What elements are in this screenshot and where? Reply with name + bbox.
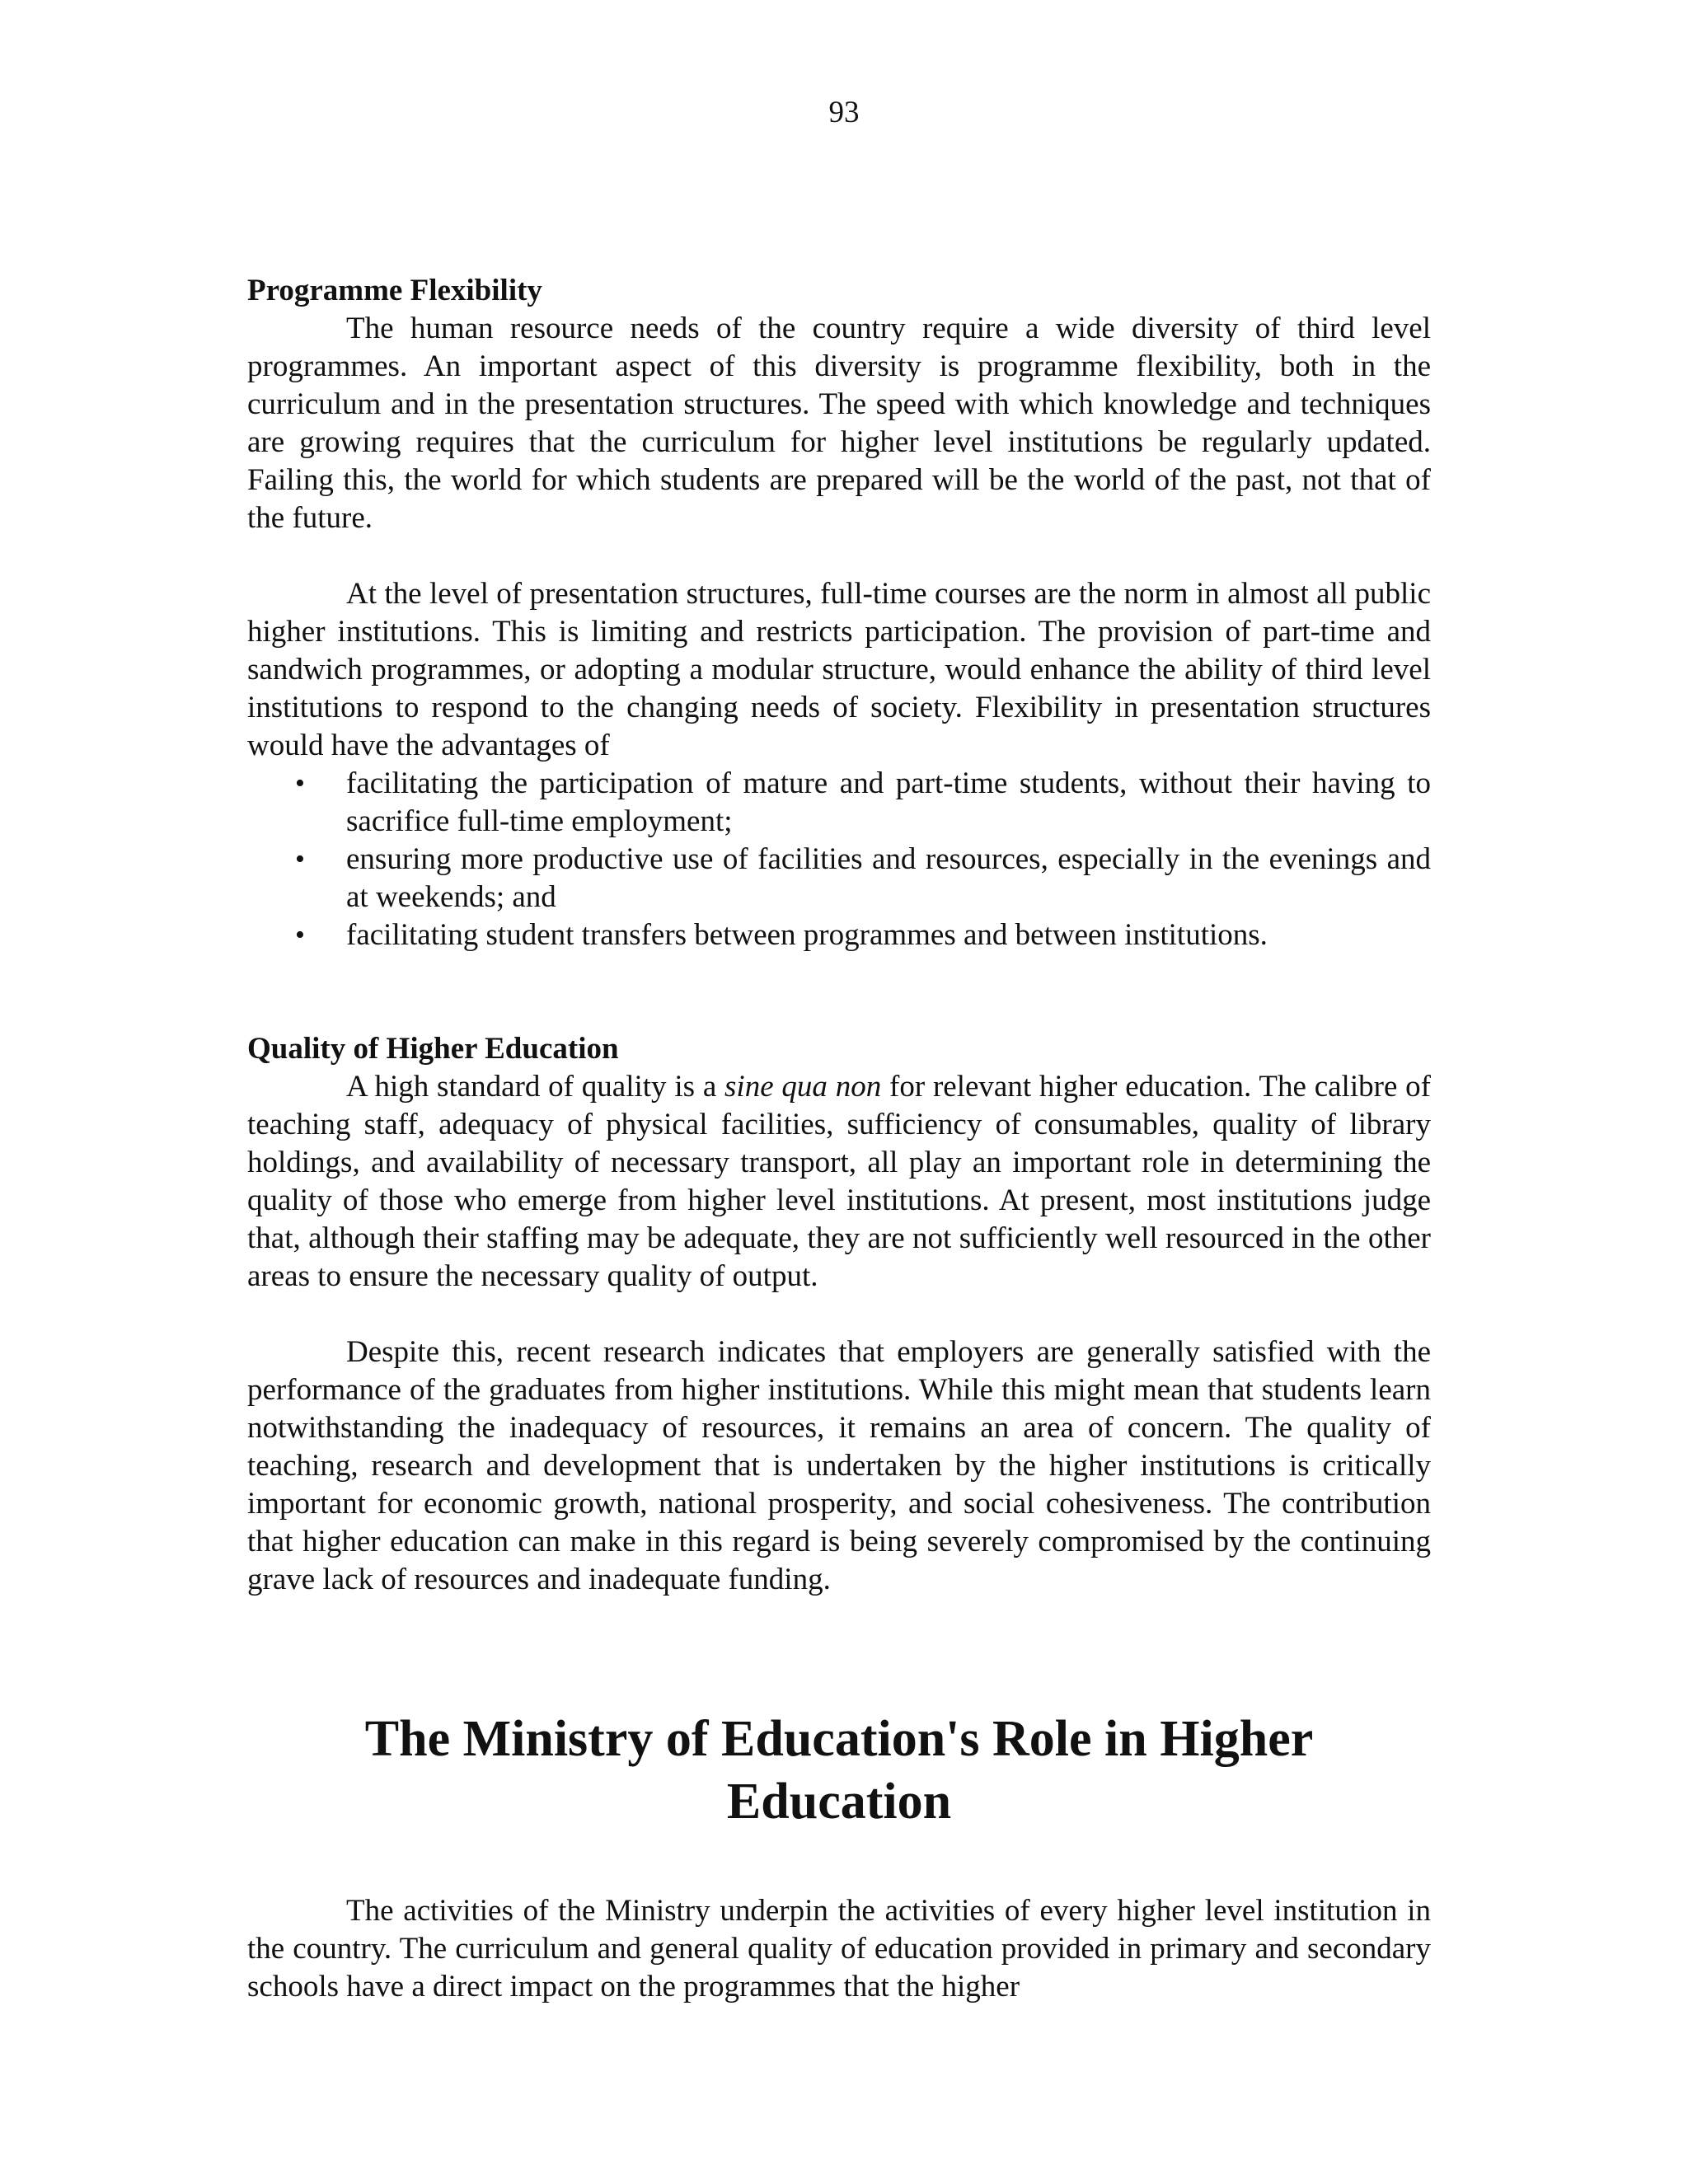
page-number: 93 — [828, 96, 860, 129]
list-item — [247, 916, 1431, 954]
italic-phrase: sine qua non — [724, 1070, 882, 1104]
section-ministry — [247, 1708, 1431, 2006]
bullet-icon: • — [295, 844, 305, 874]
paragraph-text: for relevant higher education. The calibre of teaching staff, adequacy of physical facilities, sufficiency of consumables, quality of library holdings, and availability of necessary transport, all play an important role in determining the quality of those who emerge from higher level institutions. At present, most institutions judge that, although their staffing may be adequate, they are not sufficiently well resourced in the other areas to ensure the necessary quality of output. — [247, 1070, 1431, 1293]
list-item-text: facilitating student transfers between programmes and between institutions. — [346, 918, 1268, 952]
section-quality — [247, 1030, 1431, 1599]
section-heading-quality: Quality of Higher Education — [247, 1032, 619, 1066]
list-item — [247, 765, 1431, 841]
bullet-icon: • — [295, 768, 305, 799]
list-item — [247, 841, 1431, 916]
section-programme-flexibility — [247, 272, 1431, 954]
list-item-text: facilitating the participation of mature and part-time students, without their having to sacrifice full-time employment; — [346, 766, 1431, 838]
paragraph: The activities of the Ministry underpin the activities of every higher level institution in the country. The curriculum and general quality of education provided in primary and secondary schools have a direct impact on the programmes that the higher — [247, 1894, 1431, 2004]
bullet-icon: • — [295, 920, 305, 950]
major-heading: The Ministry of Education's Role in Higher Education — [364, 1711, 1314, 1830]
paragraph: At the level of presentation structures, full-time courses are the norm in almost all public higher institutions. This is limiting and restricts participation. The provision of part-time and sandwich programmes, or adopting a modular structure, would enhance the ability of third level institutions to respond to the changing needs of society. Flexibility in presentation structures would have the advantages of — [247, 577, 1431, 762]
paragraph: The human resource needs of the country require a wide diversity of third level programmes. An important aspect of this diversity is programme flexibility, both in the curriculum and in the presentation structures. The speed with which knowledge and techniques are growing requires that the curriculum for higher level institutions be regularly updated. Failing this, the world for which students are prepared will be the world of the past, not that of the future. — [247, 312, 1431, 535]
document-body — [247, 272, 1431, 2006]
paragraph: Despite this, recent research indicates that employers are generally satisfied with the performance of the graduates from higher institutions. While this might mean that students learn notwithstanding the inadequacy of resources, it remains an area of concern. The quality of teaching, research and development that is undertaken by the higher institutions is critically important for economic growth, national prosperity, and social cohesiveness. The contribution that higher education can make in this regard is being severely compromised by the continuing grave lack of resources and inadequate funding. — [247, 1335, 1431, 1596]
advantages-list — [247, 765, 1431, 954]
list-item-text: ensuring more productive use of facilities and resources, especially in the evenings and at weekends; and — [346, 842, 1431, 914]
paragraph — [247, 1068, 1431, 1296]
paragraph-text: A high standard of quality is a — [346, 1070, 725, 1104]
section-heading-programme-flexibility: Programme Flexibility — [247, 274, 542, 307]
